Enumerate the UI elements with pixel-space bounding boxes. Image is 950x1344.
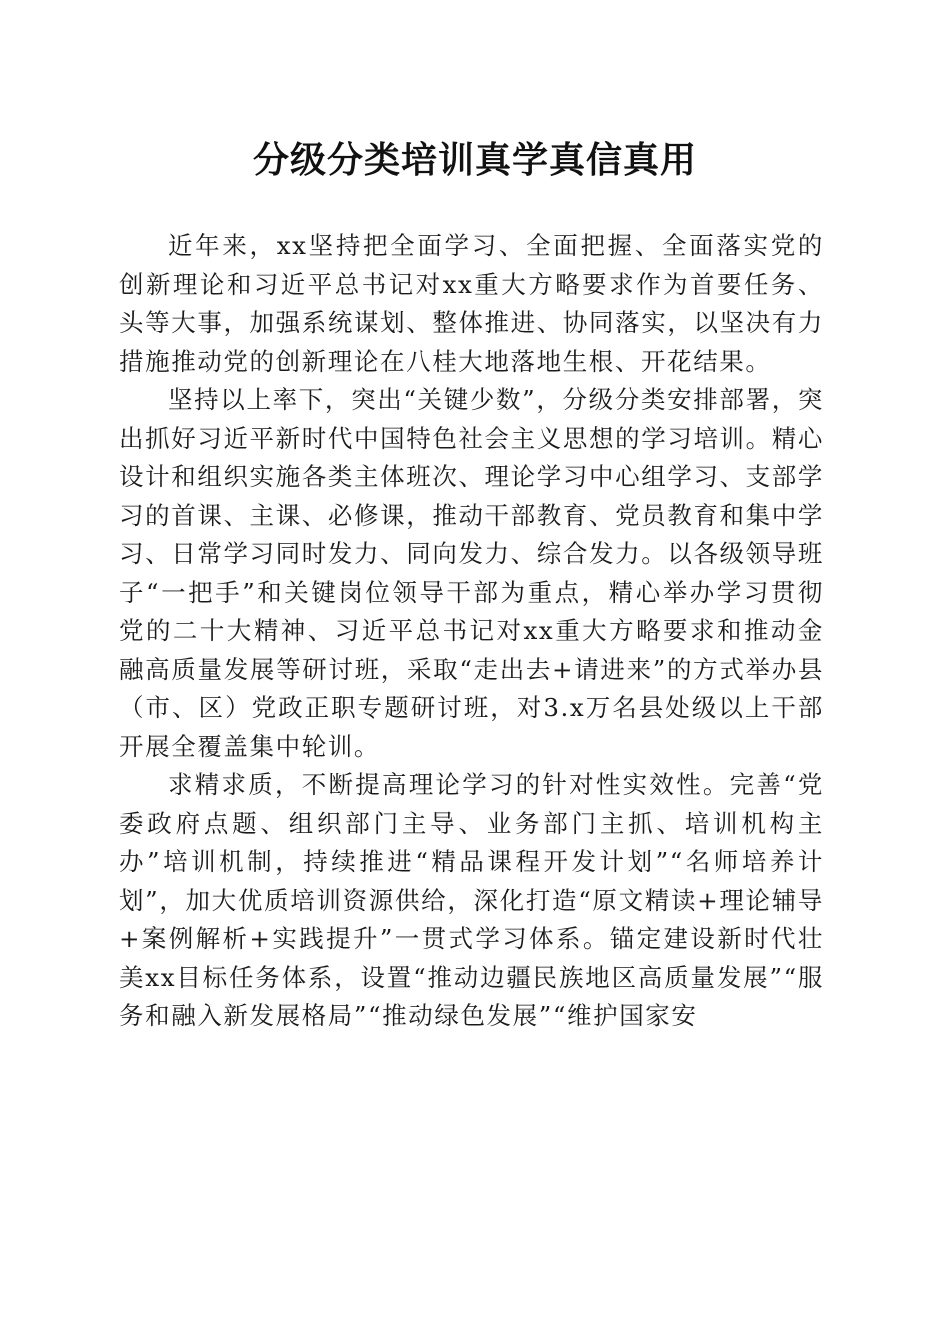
paragraph-2: 坚持以上率下，突出“关键少数”，分级分类安排部署，突出抓好习近平新时代中国特色社会主义思想的学习培训。精心设计和组织实施各类主体班次、理论学习中心组学习、支部学习的首课、主课、必修课，推动干部教育、党员教育和集中学习、日常学习同时发力、同向发力、综合发力。以各级领导班子“一把手”和关键岗位领导干部为重点，精心举办学习贯彻党的二十大精神、习近平总书记对xx重大方略要求和推动金融高质量发展等研讨班，采取“走出去+请进来”的方式举办县（市、区）党政正职专题研讨班，对3.x万名县处级以上干部开展全覆盖集中轮训。 <box>119 385 824 761</box>
paragraph-1: 近年来，xx坚持把全面学习、全面把握、全面落实党的创新理论和习近平总书记对xx重大方略要求作为首要任务、头等大事，加强系统谋划、整体推进、协同落实，以坚决有力措施推动党的创新理论在八桂大地落地生根、开花结果。 <box>119 231 824 376</box>
document-title: 分级分类培训真学真信真用 <box>252 139 697 181</box>
document-body <box>119 227 824 1036</box>
paragraph-3: 求精求质，不断提高理论学习的针对性实效性。完善“党委政府点题、组织部门主导、业务部门主抓、培训机构主办”培训机制，持续推进“精品课程开发计划”“名师培养计划”，加大优质培训资源供给，深化打造“原文精读+理论辅导+案例解析+实践提升”一贯式学习体系。锚定建设新时代壮美xx目标任务体系，设置“推动边疆民族地区高质量发展”“服务和融入新发展格局”“推动绿色发展”“维护国家安 <box>119 770 824 1030</box>
